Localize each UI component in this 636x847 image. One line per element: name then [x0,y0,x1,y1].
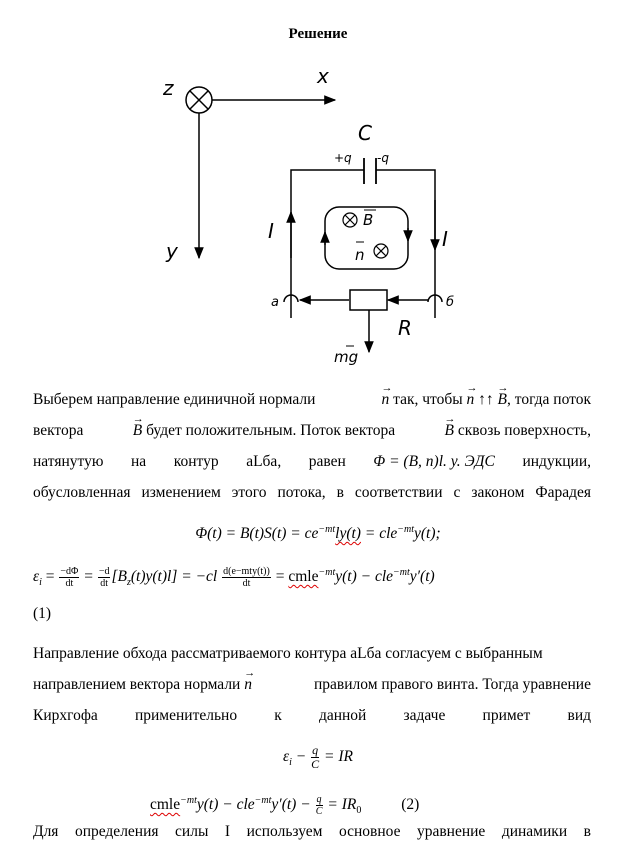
paragraph-2-line-1: Направление обхода рассматриваемого контура aLба согласуем с выбранным [33,645,543,662]
paragraph-2-line-3: Кирхгофа применительно к данной задаче примет вид [33,707,591,724]
paragraph-2 [33,638,591,731]
point-a-label: а [271,295,279,310]
paragraph-1-line-4: обусловленная изменением этого потока, в соответствии с законом Фарадея [33,484,591,501]
minus-q-label: -q [377,151,389,165]
equation-4: cmle$^{-mt}$y(t) − cle$^{-mt}$y′(t) − $\frac{q}{C}$ = $IR_0$ (2) [150,794,420,817]
paragraph-1 [33,384,591,508]
equation-3: $\varepsilon_i$ − $\frac{q}{C}$ = IR [283,743,353,771]
capacitor-label: C [358,121,372,145]
resistor [350,290,387,310]
equation-1: $\Phi(t) = B(t)S(t) = ce^{-mt}ly(t) = cle^{-mt}y(t)$; [195,524,441,542]
page-title: Решение [288,26,348,42]
paragraph-1-line-2: вектора → B будет положительным. Поток вектора → B сквозь поверхность, [33,415,591,446]
paragraph-3-line-1: Для определения силы I используем основное уравнение динамики в [33,823,591,840]
paragraph-2-line-2: направлением вектора нормали → n правилом правого винта. Тогда уравнение [33,669,591,700]
y-axis-label: y [166,239,178,263]
plus-q-label: +q [334,151,352,165]
x-axis-label: x [317,64,329,88]
resistor-label: R [398,316,412,340]
weight-label: mg [334,348,359,366]
equation-2-label: (2) [401,796,420,814]
field-label: B [363,211,374,229]
current-label-left: I [268,219,274,243]
paragraph-3 [33,816,591,847]
paragraph-1-line-3: натянутую на контур aLба, равен Φ = (B, n)l. y. ЭДС индукции, [33,453,591,470]
paragraph-1-line-1: Выберем направление единичной нормали → n так, чтобы → n ↑↑ → B, тогда поток [33,384,591,415]
physics-diagram [0,55,636,375]
current-label-right: I [442,227,448,251]
equation-1-label: (1) [33,605,52,622]
normal-label: n [355,246,365,264]
z-axis-label: z [163,76,174,100]
point-b-label: б [446,295,455,310]
equation-2: $\varepsilon_i$ = $\frac{-d\Phi}{dt}$ = $\frac{-d}{dt}$ $[B_z(t)y(t)l] = -cl$ $\frac{\text{d(e−mty(t))}}{dt}$ = cmle$^{-mt}$y(t) − cle$^{-mt}$y′(t) [33,566,435,589]
